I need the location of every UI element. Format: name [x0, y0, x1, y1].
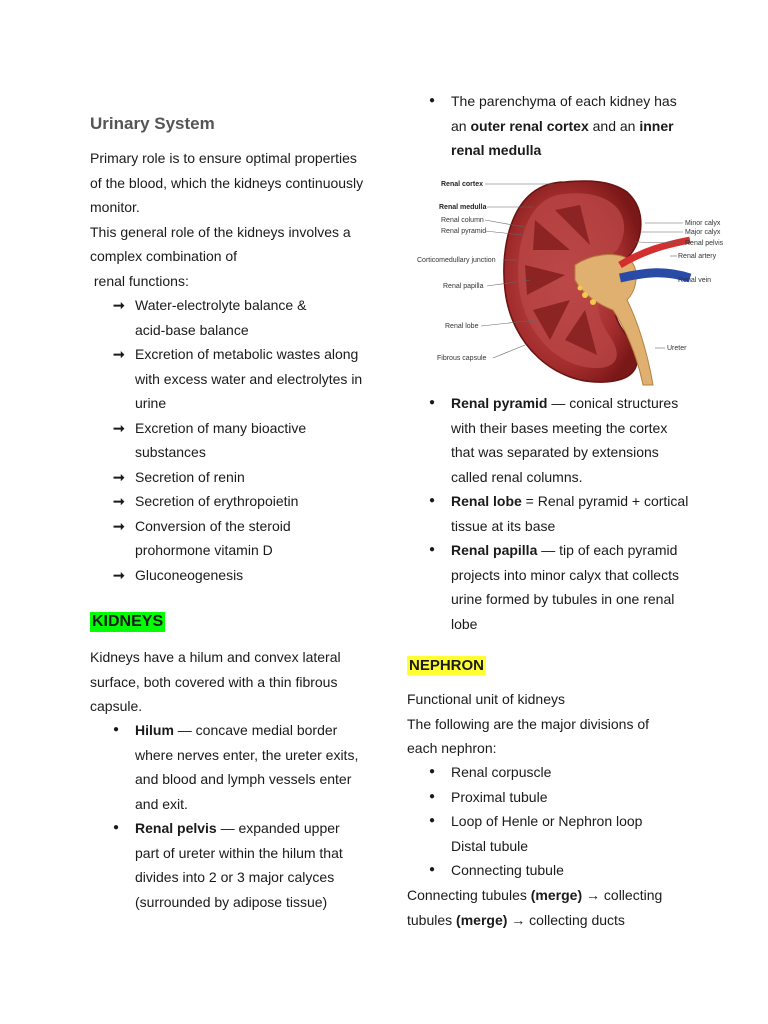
nephron-divisions-list [429, 760, 689, 883]
intro-line: surface, both covered with a thin fibrous [90, 673, 338, 690]
text: tubules [407, 911, 457, 928]
section-title-urinary-system: Urinary System [90, 114, 215, 133]
intro-line: complex combination of [90, 248, 238, 264]
item-line: Excretion of metabolic wastes along [135, 346, 359, 362]
renal-functions-list [113, 293, 368, 587]
parenchyma-list [429, 89, 689, 163]
definition: — conical structures with their bases meeting the cortex that was separated by extensions called renal columns. [451, 395, 679, 485]
label-renal-cortex: Renal cortex [441, 181, 484, 188]
list-item-renal-pelvis [113, 816, 363, 914]
list-item [113, 416, 368, 465]
intro-paragraph [90, 146, 375, 293]
intro-line: Functional unit of kidneys [407, 691, 565, 707]
label-renal-lobe: Renal lobe [445, 323, 479, 330]
label-fibrous-capsule: Fibrous capsule [437, 355, 487, 362]
label-minor-calyx: Minor calyx [685, 220, 721, 227]
merge-term: (merge) [456, 911, 508, 928]
item-line: Conversion of the steroid [135, 517, 291, 534]
nephron-heading: NEPHRON [409, 657, 485, 674]
term: Hilum [135, 722, 174, 738]
label-renal-column: Renal column [441, 217, 484, 224]
intro-line: Kidneys have a hilum and convex lateral [90, 649, 341, 665]
term: Renal pyramid [451, 395, 548, 411]
kidney-diagram [415, 170, 725, 390]
item-line: with excess water and electrolytes in [135, 370, 363, 387]
intro-line: capsule. [90, 698, 143, 714]
collecting-flow [407, 883, 697, 932]
intro-line: each nephron: [407, 740, 497, 756]
list-item [113, 465, 368, 490]
merge-term: (merge) [530, 887, 583, 903]
item-line: substances [135, 444, 206, 460]
kidney-structures-list [429, 391, 689, 636]
list-item [113, 489, 368, 514]
definition: — expanded upper part of ureter within the hilum that divides into 2 or 3 major calyces (surrounded by adipose tissue) [135, 820, 343, 910]
intro-line: of the blood, which the kidneys continuously [90, 174, 364, 191]
kidneys-intro [90, 645, 370, 719]
list-item-hilum [113, 718, 363, 816]
list-item [113, 342, 368, 416]
adipose-dot [578, 286, 583, 291]
flow-line [407, 883, 697, 908]
kidneys-list [113, 718, 363, 914]
list-item [113, 293, 368, 342]
term: Renal papilla [451, 542, 538, 558]
term: inner renal medulla [451, 117, 674, 158]
text: → collecting ducts [507, 911, 625, 928]
flow-line [407, 908, 697, 933]
list-item-renal-pyramid [429, 391, 689, 489]
label-major-calyx: Major calyx [685, 229, 721, 236]
label-renal-pelvis: Renal pelvis [685, 240, 724, 247]
list-item: ● Connecting tubule [429, 858, 689, 883]
list-item-renal-lobe [429, 489, 689, 538]
label-ureter: Ureter [667, 345, 687, 352]
label-renal-papilla: Renal papilla [443, 283, 484, 290]
list-item-renal-papilla [429, 538, 689, 636]
term: outer renal cortex [470, 117, 589, 134]
intro-line: This general role of the kidneys involves a [90, 223, 351, 240]
list-item-distal-tubule: Distal tubule [451, 837, 529, 854]
list-item [113, 563, 368, 588]
list-item [113, 514, 368, 563]
list-item: ● Proximal tubule [429, 785, 689, 810]
adipose-dot [590, 299, 596, 305]
item-line: Water-electrolyte balance & [135, 297, 307, 313]
list-item: ● Loop of Henle or Nephron loop [429, 809, 689, 834]
text: and an [588, 117, 640, 134]
item-line: prohormone vitamin D [135, 542, 273, 558]
item-line: Excretion of many bioactive [135, 419, 307, 436]
label-renal-artery: Renal artery [678, 253, 717, 260]
intro-line: monitor. [90, 199, 140, 215]
text: The parenchyma of each kidney has an [451, 93, 677, 134]
intro-line: The following are the major divisions of [407, 715, 650, 732]
label-renal-vein: Renal vein [678, 277, 712, 284]
item-line: acid-base balance [135, 321, 249, 338]
item-line: Gluconeogenesis [135, 566, 244, 583]
list-item: ● Renal corpuscle [429, 760, 689, 785]
adipose-dot [582, 292, 588, 298]
nephron-intro [407, 687, 687, 761]
item-line: urine [135, 395, 167, 411]
intro-line: renal functions: [90, 272, 189, 289]
list-item [429, 89, 689, 163]
label-renal-pyramid: Renal pyramid [441, 228, 487, 235]
definition: — tip of each pyramid projects into minor calyx that collects urine formed by tubules in one renal lobe [451, 542, 679, 632]
definition: = Renal pyramid + cortical tissue at its base [451, 493, 689, 534]
item-line: Secretion of erythropoietin [135, 493, 299, 509]
text: Connecting tubules [407, 887, 531, 903]
definition: — concave medial border where nerves enter, the ureter exits, and blood and lymph vessels enter and exit. [135, 722, 359, 812]
item-line: Secretion of renin [135, 468, 245, 485]
text: → collecting [582, 887, 663, 903]
term: Renal pelvis [135, 820, 217, 836]
label-corticomedullary-junction: Corticomedullary junction [417, 257, 496, 264]
kidneys-heading: KIDNEYS [92, 613, 164, 630]
term: Renal lobe [451, 493, 522, 509]
intro-line: Primary role is to ensure optimal properties [90, 150, 357, 166]
label-renal-medulla: Renal medulla [439, 204, 487, 211]
